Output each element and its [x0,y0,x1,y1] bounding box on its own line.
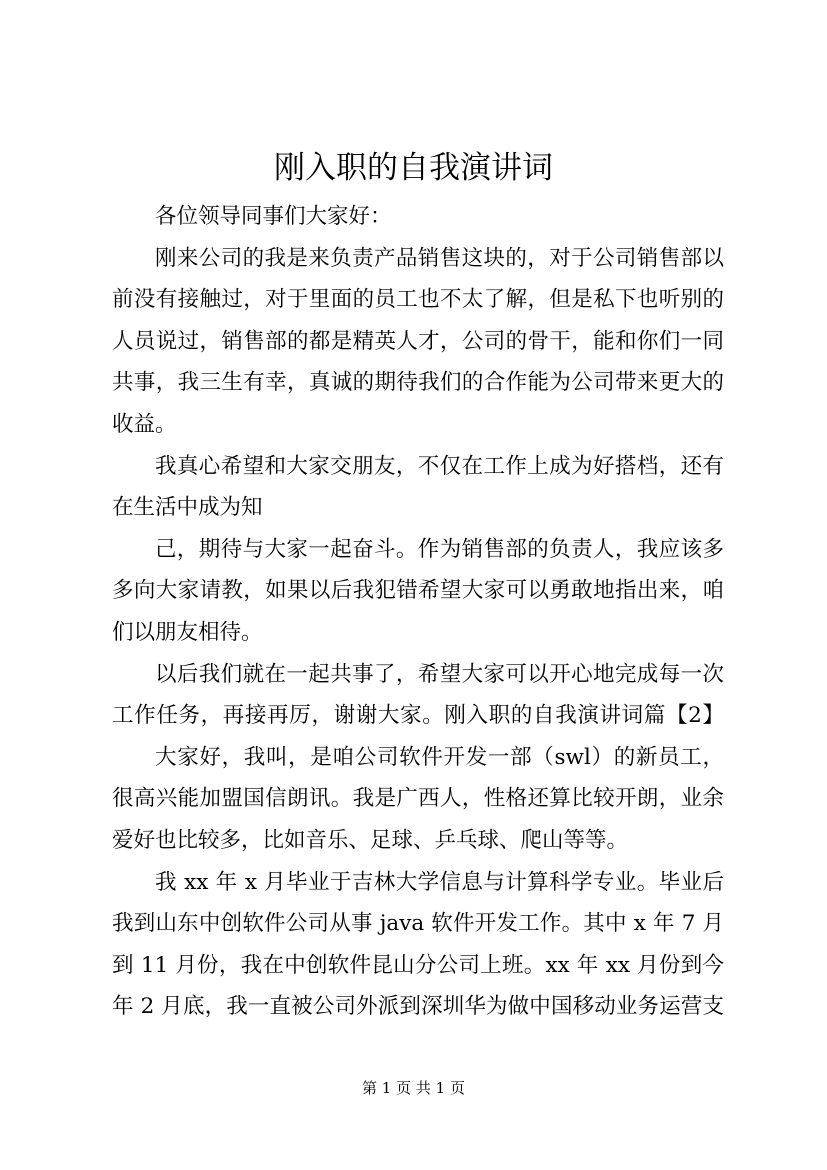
page-footer: 第 1 页 共 1 页 [362,1079,465,1097]
body-line: 我到山东中创软件公司从事 java 软件开发工作。其中 x 年 7 月 [112,911,724,937]
document-body [112,196,724,1028]
body-line: 年 2 月底，我一直被公司外派到深圳华为做中国移动业务运营支 [112,994,724,1020]
body-line: 大家好，我叫，是咱公司软件开发一部（swl）的新员工， [155,744,724,770]
body-line: 我真心希望和大家交朋友，不仅在工作上成为好搭档，还有 [155,453,724,479]
body-line: 收益。 [112,411,177,437]
body-line: 们以朋友相待。 [112,619,263,645]
body-line: 很高兴能加盟国信朗讯。我是广西人，性格还算比较开朗，业余 [112,786,724,812]
body-line: 己，期待与大家一起奋斗。作为销售部的负责人，我应该多 [155,536,724,562]
body-line: 在生活中成为知 [112,495,263,521]
body-line: 多向大家请教，如果以后我犯错希望大家可以勇敢地指出来，咱 [112,578,724,604]
body-line: 工作任务，再接再厉，谢谢大家。刚入职的自我演讲词篇【2】 [112,703,724,729]
body-line: 以后我们就在一起共事了，希望大家可以开心地完成每一次 [155,661,724,687]
body-line: 共事，我三生有幸，真诚的期待我们的合作能为公司带来更大的 [112,370,724,396]
body-line: 我 xx 年 x 月毕业于吉林大学信息与计算科学专业。毕业后 [155,869,724,895]
body-line: 到 11 月份，我在中创软件昆山分公司上班。xx 年 xx 月份到今 [112,952,724,978]
body-line: 爱好也比较多，比如音乐、足球、乒乓球、爬山等等。 [112,827,629,853]
body-line: 各位领导同事们大家好： [155,204,392,229]
body-line: 人员说过，销售部的都是精英人才，公司的骨干，能和你们一同 [112,328,724,354]
body-line: 前没有接触过，对于里面的员工也不太了解，但是私下也听别的 [112,287,724,313]
body-line: 刚来公司的我是来负责产品销售这块的，对于公司销售部以 [155,245,724,271]
document-title: 刚入职的自我演讲词 [274,150,553,186]
